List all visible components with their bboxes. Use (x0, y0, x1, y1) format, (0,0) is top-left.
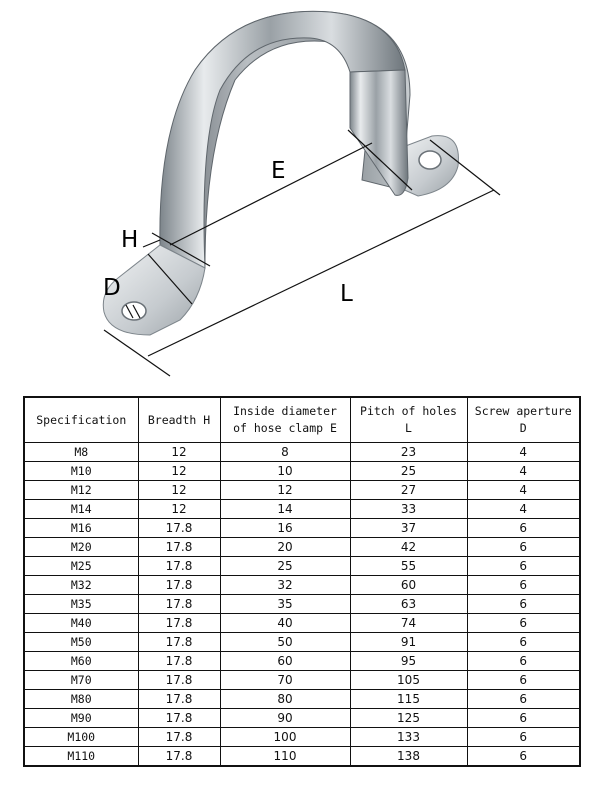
cell-breadth: 17.8 (138, 671, 220, 690)
cell-screw-aperture: 4 (467, 462, 580, 481)
cell-screw-aperture: 6 (467, 709, 580, 728)
cell-pitch: 74 (350, 614, 467, 633)
cell-breadth: 17.8 (138, 690, 220, 709)
cell-inside-diameter: 16 (220, 519, 350, 538)
cell-specification: M16 (24, 519, 138, 538)
cell-specification: M60 (24, 652, 138, 671)
table-row (24, 462, 580, 481)
header-inside-diameter: Inside diameter of hose clamp E (220, 397, 350, 443)
cell-pitch: 37 (350, 519, 467, 538)
spec-table (23, 396, 581, 767)
cell-screw-aperture: 6 (467, 747, 580, 767)
cell-specification: M80 (24, 690, 138, 709)
cell-breadth: 12 (138, 443, 220, 462)
table-row (24, 443, 580, 462)
cell-breadth: 17.8 (138, 519, 220, 538)
cell-specification: M25 (24, 557, 138, 576)
cell-inside-diameter: 100 (220, 728, 350, 747)
cell-specification: M20 (24, 538, 138, 557)
cell-pitch: 55 (350, 557, 467, 576)
cell-breadth: 12 (138, 462, 220, 481)
cell-pitch: 25 (350, 462, 467, 481)
cell-breadth: 17.8 (138, 652, 220, 671)
table-row (24, 557, 580, 576)
cell-screw-aperture: 6 (467, 728, 580, 747)
cell-screw-aperture: 4 (467, 443, 580, 462)
cell-pitch: 63 (350, 595, 467, 614)
table-row (24, 595, 580, 614)
cell-breadth: 12 (138, 500, 220, 519)
cell-inside-diameter: 12 (220, 481, 350, 500)
cell-screw-aperture: 6 (467, 519, 580, 538)
cell-breadth: 17.8 (138, 595, 220, 614)
cell-pitch: 91 (350, 633, 467, 652)
cell-screw-aperture: 4 (467, 500, 580, 519)
cell-inside-diameter: 90 (220, 709, 350, 728)
cell-inside-diameter: 40 (220, 614, 350, 633)
cell-screw-aperture: 6 (467, 557, 580, 576)
cell-pitch: 60 (350, 576, 467, 595)
cell-breadth: 17.8 (138, 576, 220, 595)
cell-breadth: 17.8 (138, 633, 220, 652)
cell-pitch: 27 (350, 481, 467, 500)
cell-inside-diameter: 80 (220, 690, 350, 709)
cell-inside-diameter: 70 (220, 671, 350, 690)
table-row (24, 633, 580, 652)
cell-specification: M8 (24, 443, 138, 462)
cell-pitch: 125 (350, 709, 467, 728)
cell-breadth: 17.8 (138, 728, 220, 747)
cell-specification: M32 (24, 576, 138, 595)
cell-inside-diameter: 32 (220, 576, 350, 595)
label-h: H (121, 227, 139, 253)
cell-inside-diameter: 50 (220, 633, 350, 652)
table-row (24, 690, 580, 709)
cell-inside-diameter: 60 (220, 652, 350, 671)
cell-inside-diameter: 35 (220, 595, 350, 614)
cell-breadth: 17.8 (138, 538, 220, 557)
table-row (24, 500, 580, 519)
table-row (24, 671, 580, 690)
cell-pitch: 138 (350, 747, 467, 767)
cell-breadth: 17.8 (138, 747, 220, 767)
cell-screw-aperture: 6 (467, 633, 580, 652)
cell-inside-diameter: 8 (220, 443, 350, 462)
header-specification: Specification (24, 397, 138, 443)
label-l: L (340, 281, 353, 307)
cell-screw-aperture: 6 (467, 576, 580, 595)
cell-pitch: 95 (350, 652, 467, 671)
table-row (24, 576, 580, 595)
cell-inside-diameter: 20 (220, 538, 350, 557)
cell-breadth: 17.8 (138, 709, 220, 728)
cell-screw-aperture: 6 (467, 595, 580, 614)
cell-specification: M12 (24, 481, 138, 500)
table-row (24, 538, 580, 557)
label-e: E (271, 158, 286, 184)
cell-specification: M40 (24, 614, 138, 633)
table-body (24, 443, 580, 767)
header-breadth: Breadth H (138, 397, 220, 443)
table-row (24, 709, 580, 728)
clamp-diagram (0, 0, 600, 390)
cell-screw-aperture: 6 (467, 690, 580, 709)
cell-specification: M110 (24, 747, 138, 767)
right-hole (419, 151, 441, 169)
cell-pitch: 133 (350, 728, 467, 747)
cell-specification: M14 (24, 500, 138, 519)
table-row (24, 728, 580, 747)
cell-pitch: 23 (350, 443, 467, 462)
table-header-row (24, 397, 580, 443)
cell-screw-aperture: 4 (467, 481, 580, 500)
cell-screw-aperture: 6 (467, 652, 580, 671)
header-screw-aperture: Screw aperture D (467, 397, 580, 443)
table-row (24, 747, 580, 767)
cell-screw-aperture: 6 (467, 614, 580, 633)
table-row (24, 614, 580, 633)
cell-pitch: 105 (350, 671, 467, 690)
cell-breadth: 17.8 (138, 614, 220, 633)
cell-specification: M10 (24, 462, 138, 481)
label-d: D (103, 275, 121, 301)
cell-specification: M90 (24, 709, 138, 728)
cell-specification: M50 (24, 633, 138, 652)
header-pitch: Pitch of holes L (350, 397, 467, 443)
cell-breadth: 17.8 (138, 557, 220, 576)
cell-screw-aperture: 6 (467, 671, 580, 690)
cell-pitch: 42 (350, 538, 467, 557)
cell-inside-diameter: 14 (220, 500, 350, 519)
table-row (24, 652, 580, 671)
clamp-illustration (0, 0, 600, 390)
cell-inside-diameter: 25 (220, 557, 350, 576)
left-hole (122, 302, 146, 320)
cell-specification: M35 (24, 595, 138, 614)
cell-pitch: 115 (350, 690, 467, 709)
cell-inside-diameter: 110 (220, 747, 350, 767)
cell-pitch: 33 (350, 500, 467, 519)
cell-screw-aperture: 6 (467, 538, 580, 557)
cell-inside-diameter: 10 (220, 462, 350, 481)
cell-breadth: 12 (138, 481, 220, 500)
cell-specification: M100 (24, 728, 138, 747)
table-row (24, 519, 580, 538)
cell-specification: M70 (24, 671, 138, 690)
table-row (24, 481, 580, 500)
